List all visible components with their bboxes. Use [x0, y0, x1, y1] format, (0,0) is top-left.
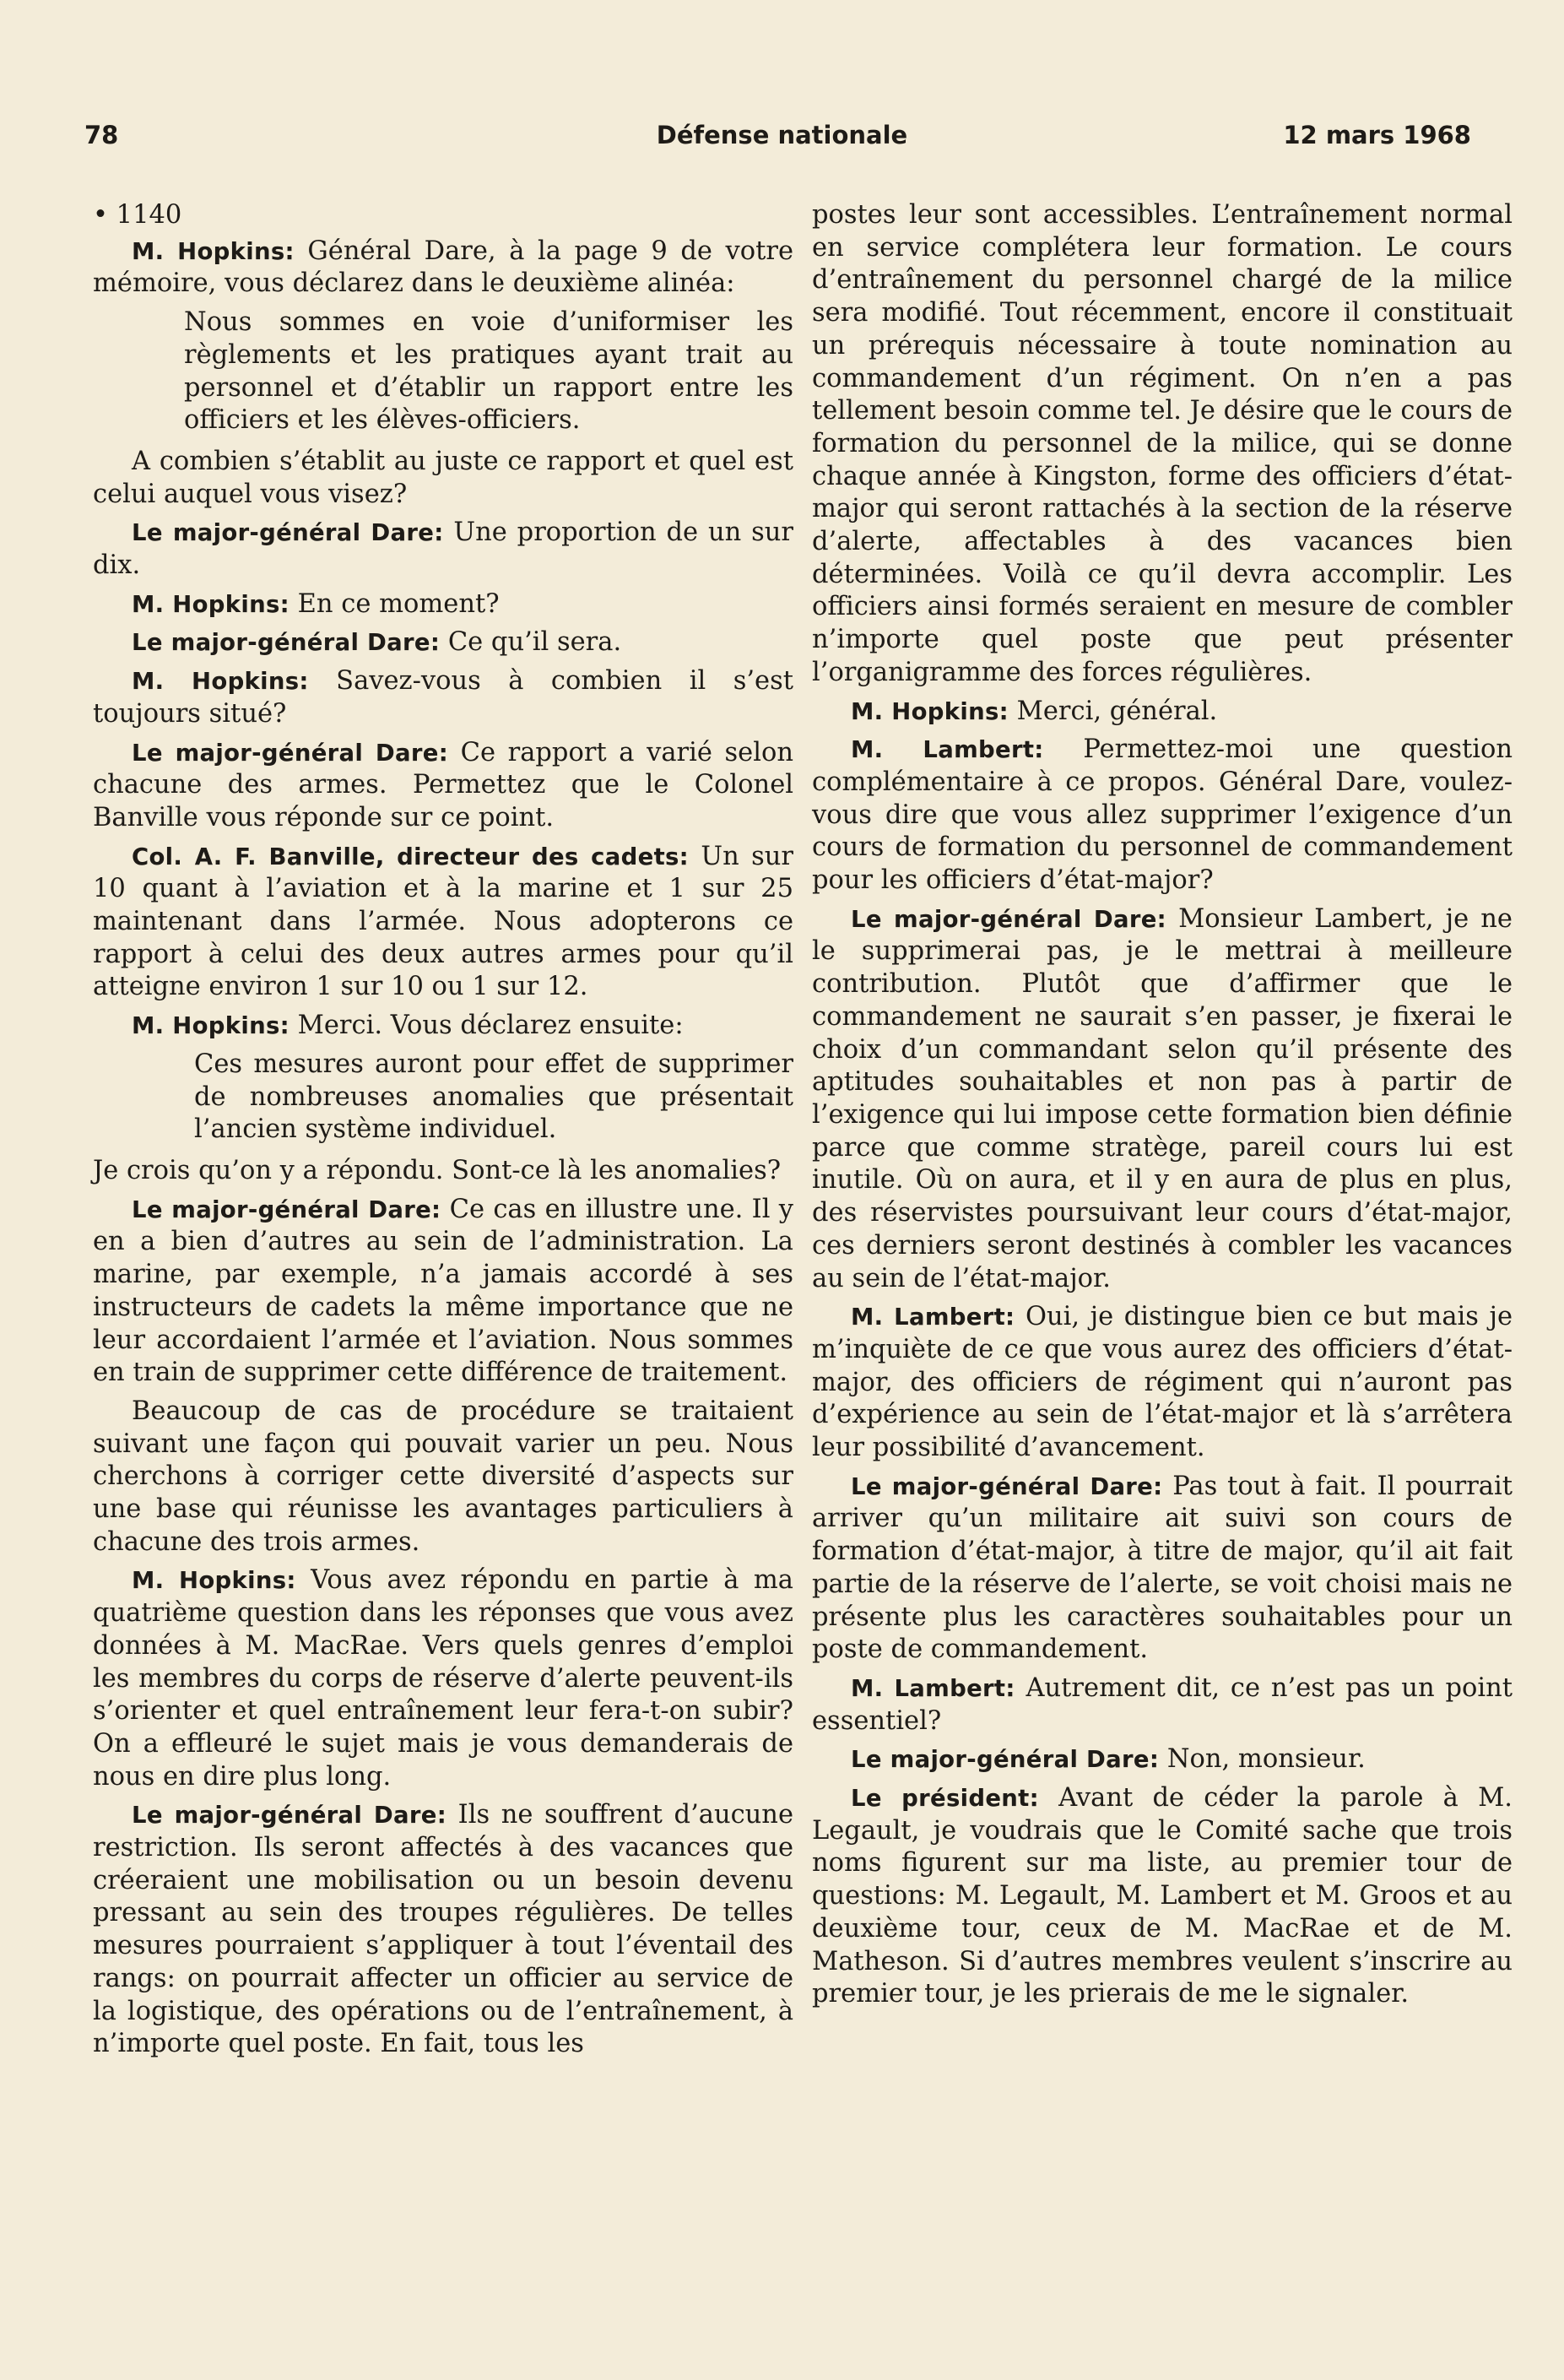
speaker: M. Lambert:: [851, 1304, 1015, 1331]
right-column: [812, 199, 1513, 2017]
speech: Savez-vous à combien il s’est toujours situé?: [93, 666, 793, 729]
paragraph: A combien s’établit au juste ce rapport et quel est celui auquel vous visez?: [93, 446, 793, 509]
speech: Permettez-moi une question complémentaire à ce propos. Général Dare, voulez-vous dire que vous allez supprimer l’exigence d’un cours de formation du personnel de commandement pour les officiers d’état-major?: [812, 735, 1513, 896]
page-number: 78: [84, 121, 119, 149]
paragraph: [812, 696, 1513, 729]
speaker: M. Lambert:: [851, 1674, 1015, 1702]
speech: Ce rapport a varié selon chacune des armes. Permettez que le Colonel Banville vous réponde sur ce point.: [93, 737, 793, 832]
paragraph: [93, 1010, 793, 1043]
block-quote: Nous sommes en voie d’uniformiser les règlements et les pratiques ayant trait au personnel et d’établir un rapport entre les officiers et les élèves-officiers.: [184, 307, 793, 436]
speaker: Le major-général Dare:: [132, 1195, 441, 1223]
running-title: Défense nationale: [656, 121, 908, 149]
speaker: M. Hopkins:: [132, 237, 295, 265]
speaker: Col. A. F. Banville, directeur des cadets:: [132, 843, 689, 870]
speaker: M. Hopkins:: [132, 590, 290, 618]
speech: Vous avez répondu en partie à ma quatrième question dans les réponses que vous avez données à M. MacRae. Vers quels genres d’emploi les membres du corps de réserve d’alerte peuvent-ils s’orienter et quel entraînement leur fera-t-on subir? On a effleuré le sujet mais je vous demanderais de nous en dire plus long.: [93, 1565, 793, 1792]
paragraph: [93, 1194, 793, 1390]
speech: Un sur 10 quant à l’aviation et à la marine et 1 sur 25 maintenant dans l’armée. Nous adopterons ce rapport à celui des deux autres armes pour qu’il atteigne environ 1 sur 10 ou 1 sur 12.: [93, 841, 793, 1002]
paragraph: [812, 1743, 1513, 1776]
paragraph: [93, 626, 793, 659]
paragraph: [812, 1782, 1513, 2011]
speech: Avant de céder la parole à M. Legault, je voudrais que le Comité sache que trois noms figurent sur ma liste, au premier tour de questions: M. Legault, M. Lambert et M. Groos et au deuxième tour, ceux de M. MacRae et de M. Matheson. Si d’autres membres veulent s’inscrire au premier tour, je les prierais de me le signaler.: [812, 1783, 1513, 2009]
paragraph: [812, 734, 1513, 897]
paragraph: [93, 1799, 793, 2061]
speech: En ce moment?: [289, 588, 500, 619]
paragraph: Je crois qu’on y a répondu. Sont-ce là les anomalies?: [93, 1155, 782, 1185]
paragraph: [812, 1301, 1513, 1465]
paragraph: [93, 517, 793, 582]
header-date: 12 mars 1968: [1283, 121, 1471, 149]
speaker: M. Hopkins:: [132, 1012, 290, 1040]
speech: Merci. Vous déclarez ensuite:: [289, 1011, 684, 1041]
speech: Monsieur Lambert, je ne le supprimerai pas, je le mettrai à meilleure contribution. Plutôt que d’affirmer que le commandement ne saurait s’en passer, je fixerai le choix d’un commandant selon qu’il présente des aptitudes souhaitables et non pas à partir de l’exigence qui lui impose cette formation bien définie parce que comme stratège, pareil cours lui est inutile. Où on aura, et il y en aura de plus en plus, des réservistes poursuivant leur cours d’état-major, ces derniers seront destinés à combler les vacances au sein de l’état-major.: [812, 903, 1513, 1293]
speech: Général Dare, à la page 9 de votre mémoire, vous déclarez dans le deuxième alinéa:: [93, 236, 793, 299]
paragraph: [812, 1673, 1513, 1738]
paragraph: [93, 737, 793, 835]
paragraph: [93, 841, 793, 1005]
paragraph: Beaucoup de cas de procédure se traitaient suivant une façon qui pouvait varier un peu. Nous cherchons à corriger cette diversité d’aspects sur une base qui réunisse les avantages particuliers à chacune des trois armes.: [93, 1396, 793, 1557]
speaker: Le major-général Dare:: [132, 1802, 447, 1830]
speech: Oui, je distingue bien ce but mais je m’inquiète de ce que vous aurez des officiers d’état-major, des officiers de régiment qui n’auront pas d’expérience au sein de l’état-major et là s’arrêtera leur possibilité d’avancement.: [812, 1302, 1513, 1463]
left-column: [93, 199, 793, 2067]
speaker: M. Lambert:: [851, 736, 1044, 764]
paragraph: [812, 1471, 1513, 1667]
speaker: M. Hopkins:: [851, 697, 1009, 725]
speaker: Le major-général Dare:: [851, 905, 1166, 933]
time-marker: • 1140: [93, 200, 182, 230]
paragraph: [93, 1564, 793, 1793]
speaker: M. Hopkins:: [132, 668, 309, 696]
speaker: Le major-général Dare:: [132, 739, 448, 767]
speech: Pas tout à fait. Il pourrait arriver qu’un militaire ait suivi son cours de formation d’état-major, à titre de major, qu’il ait fait partie de la réserve de l’alerte, se voit choisi mais ne présente plus les caractères souhaitables pour un poste de commandement.: [812, 1471, 1513, 1665]
paragraph: [93, 665, 793, 730]
speaker: M. Hopkins:: [132, 1567, 296, 1595]
paragraph: [812, 903, 1513, 1295]
speech: Ce qu’il sera.: [440, 627, 622, 658]
paragraph: postes leur sont accessibles. L’entraînement normal en service complétera leur formation. Le cours d’entraînement du personnel chargé de la milice sera modifié. Tout récemment, encore il constituait un prérequis nécessaire à toute nomination au commandement d’un régiment. On n’en a pas tellement besoin comme tel. Je désire que le cours de formation du personnel de la milice, qui se donne chaque année à Kingston, forme des officiers d’état-major qui seront rattachés à la section de la réserve d’alerte, affectables à des vacances bien déterminées. Voilà ce qu’il devra accomplir. Les officiers ainsi formés seraient en mesure de combler n’importe quel poste que peut présenter l’organigramme des forces régulières.: [812, 200, 1513, 687]
speaker: Le major-général Dare:: [851, 1746, 1160, 1774]
block-quote: Ces mesures auront pour effet de supprimer de nombreuses anomalies que présentait l’ancien système individuel.: [194, 1049, 793, 1145]
speech: Merci, général.: [1008, 696, 1218, 726]
speech: Ce cas en illustre une. Il y en a bien d’autres au sein de l’administration. La marine, par exemple, n’a jamais accordé à ses instructeurs de cadets la même importance que ne leur accordaient l’armée et l’aviation. Nous sommes en train de supprimer cette différence de traitement.: [93, 1194, 793, 1388]
speech: Ils ne souffrent d’aucune restriction. Ils seront affectés à des vacances que créeraient une mobilisation ou un besoin devenu pressant au sein des troupes régulières. De telles mesures pourraient s’appliquer à tout l’éventail des rangs: on pourrait affecter un officier au service de la logistique, des opérations ou de l’entraînement, à n’importe quel poste. En fait, tous les: [93, 1800, 794, 2059]
speech: Une proportion de un sur dix.: [93, 518, 794, 581]
paragraph: [93, 588, 793, 621]
speaker: Le major-général Dare:: [132, 629, 441, 657]
speaker: Le major-général Dare:: [132, 519, 444, 547]
speaker: Le président:: [851, 1785, 1039, 1813]
speech: Autrement dit, ce n’est pas un point essentiel?: [812, 1673, 1513, 1736]
paragraph: [93, 236, 793, 301]
speaker: Le major-général Dare:: [851, 1472, 1163, 1500]
speech: Non, monsieur.: [1159, 1744, 1366, 1775]
